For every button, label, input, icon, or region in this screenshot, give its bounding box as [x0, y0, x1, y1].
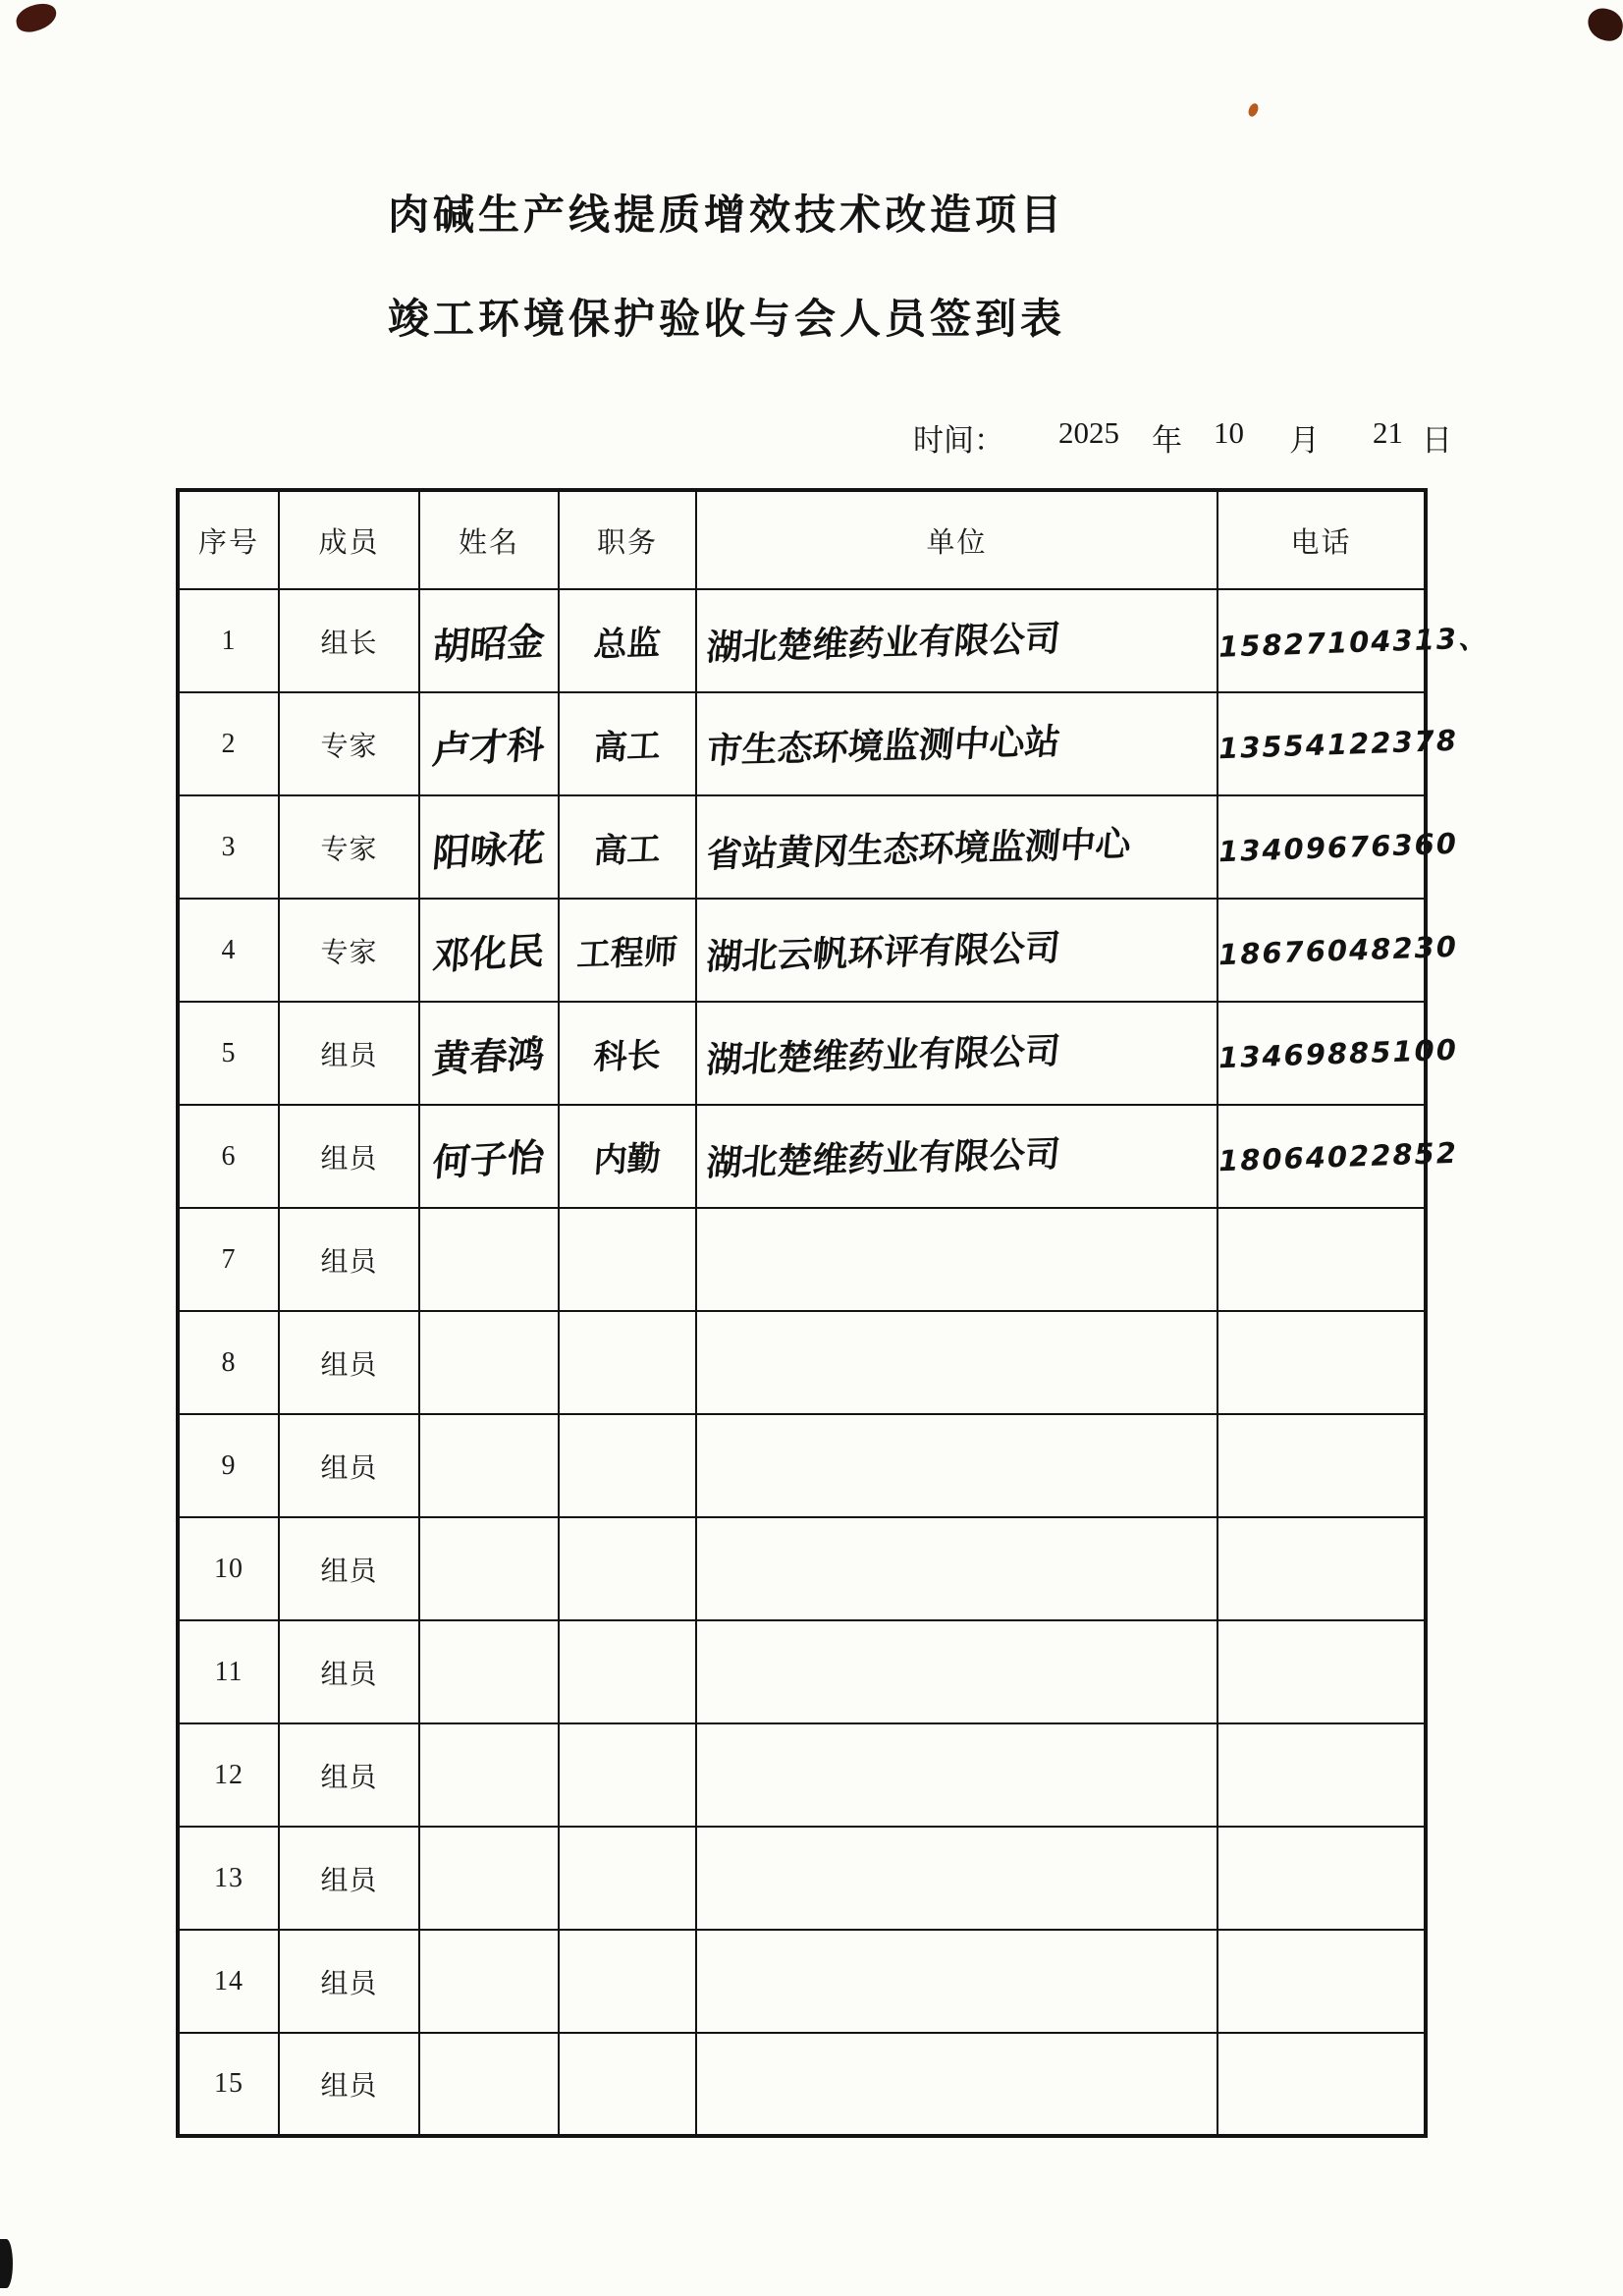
cell-seq-text: 14 [214, 1965, 243, 1996]
cell-phone [1217, 795, 1459, 899]
cell-seq-text: 10 [214, 1553, 243, 1584]
cell-unit [696, 1517, 1217, 1620]
table-row [178, 1723, 1426, 1827]
cell-title-text: 高工 [592, 726, 663, 769]
cell-unit-text: 省站黄冈生态环境监测中心 [704, 824, 1133, 876]
cell-title [559, 589, 696, 692]
cell-seq [178, 1827, 279, 1930]
cell-unit-text: 湖北云帆环评有限公司 [704, 928, 1062, 978]
cell-seq [178, 1002, 279, 1105]
date-month-unit: 月 [1289, 423, 1320, 458]
cell-phone [1217, 1827, 1426, 1930]
cell-name-text: 黄春鸿 [430, 1031, 547, 1082]
cell-phone [1217, 1414, 1426, 1517]
table-row [178, 1311, 1426, 1414]
cell-unit-text: 湖北楚维药业有限公司 [704, 1134, 1062, 1184]
cell-name [419, 1517, 559, 1620]
cell-phone [1217, 1002, 1459, 1105]
cell-name [419, 1414, 559, 1517]
cell-name [419, 899, 559, 1002]
cell-seq [178, 1517, 279, 1620]
header-title: 职务 [559, 490, 696, 589]
cell-role-text: 组员 [320, 1556, 378, 1587]
cell-phone [1217, 1930, 1426, 2033]
cell-seq [178, 1208, 279, 1311]
header-phone: 电话 [1217, 490, 1426, 589]
cell-seq-text: 5 [221, 1037, 237, 1068]
cell-phone [1217, 1208, 1426, 1311]
table-row [178, 2033, 1426, 2136]
table-row [178, 1827, 1426, 1930]
cell-role-text: 组员 [320, 1143, 378, 1175]
cell-title-text: 科长 [592, 1035, 663, 1078]
cell-phone-text: 18676048230 [1217, 929, 1459, 971]
date-year-unit: 年 [1152, 423, 1182, 458]
cell-role [279, 1311, 419, 1414]
cell-seq [178, 1414, 279, 1517]
cell-title [559, 1105, 696, 1208]
cell-name [419, 2033, 559, 2136]
table-row [178, 1414, 1426, 1517]
cell-role [279, 692, 419, 795]
cell-phone [1217, 1723, 1426, 1827]
cell-title [559, 2033, 696, 2136]
cell-name-text: 卢才科 [430, 722, 547, 773]
cell-seq [178, 1723, 279, 1827]
cell-title [559, 1208, 696, 1311]
cell-seq-text: 11 [214, 1656, 243, 1687]
cell-role-text: 专家 [320, 731, 378, 762]
cell-phone [1217, 899, 1459, 1002]
cell-role [279, 1827, 419, 1930]
cell-seq [178, 692, 279, 795]
cell-seq [178, 2033, 279, 2136]
cell-title [559, 899, 696, 1002]
cell-role [279, 2033, 419, 2136]
table-row [178, 795, 1426, 899]
cell-title [559, 692, 696, 795]
cell-unit [696, 1414, 1217, 1517]
date-day-unit: 日 [1422, 423, 1452, 458]
cell-phone-text: 13554122378 [1217, 723, 1459, 765]
cell-seq [178, 1105, 279, 1208]
cell-name-text: 何子怡 [430, 1134, 547, 1185]
cell-seq [178, 1930, 279, 2033]
cell-unit [696, 1723, 1217, 1827]
cell-phone [1217, 589, 1489, 692]
cell-title [559, 1827, 696, 1930]
header-name: 姓名 [419, 490, 559, 589]
cell-name [419, 692, 559, 795]
cell-name [419, 1620, 559, 1723]
table-row [178, 1517, 1426, 1620]
cell-title-text: 内勤 [592, 1138, 663, 1181]
cell-unit [696, 1002, 1217, 1105]
cell-title [559, 1620, 696, 1723]
cell-unit [696, 1930, 1217, 2033]
cell-unit [696, 1827, 1217, 1930]
cell-role-text: 组员 [320, 1762, 378, 1793]
cell-unit [696, 692, 1217, 795]
signin-table [176, 488, 1489, 2138]
cell-unit [696, 1105, 1217, 1208]
document-title-line1: 肉碱生产线提质增效技术改造项目 [387, 191, 1065, 238]
cell-phone [1217, 2033, 1426, 2136]
cell-seq-text: 15 [214, 2068, 243, 2099]
scan-mark-orange-dot [1247, 102, 1261, 118]
table-row [178, 589, 1426, 692]
cell-role-text: 专家 [320, 834, 378, 865]
date-day-value: 21 [1373, 415, 1403, 450]
cell-name [419, 1827, 559, 1930]
cell-seq-text: 4 [221, 934, 237, 965]
cell-phone-text: 15827104313、 [1217, 621, 1489, 664]
cell-seq [178, 1620, 279, 1723]
table-header-row [178, 490, 1426, 589]
cell-name [419, 1311, 559, 1414]
scan-mark-bottom-left [0, 2239, 13, 2288]
cell-role [279, 1930, 419, 2033]
cell-unit [696, 1311, 1217, 1414]
cell-seq-text: 9 [221, 1449, 237, 1481]
cell-role-text: 专家 [320, 937, 378, 968]
cell-unit [696, 589, 1217, 692]
cell-seq-text: 7 [221, 1243, 237, 1275]
cell-title-text: 总监 [592, 623, 663, 666]
date-line [913, 415, 1463, 458]
cell-unit-text: 市生态环境监测中心站 [704, 722, 1062, 772]
cell-title [559, 1930, 696, 2033]
cell-role [279, 899, 419, 1002]
cell-unit-text: 湖北楚维药业有限公司 [704, 1031, 1062, 1081]
table-row [178, 1002, 1426, 1105]
table-row [178, 1620, 1426, 1723]
cell-role-text: 组员 [320, 2071, 378, 2102]
cell-name [419, 1930, 559, 2033]
cell-title [559, 1414, 696, 1517]
cell-name [419, 1105, 559, 1208]
cell-seq [178, 589, 279, 692]
cell-phone [1217, 1311, 1426, 1414]
cell-role [279, 795, 419, 899]
cell-phone-text: 13469885100 [1217, 1032, 1459, 1074]
cell-name [419, 1208, 559, 1311]
cell-title [559, 1311, 696, 1414]
cell-role-text: 组员 [320, 1452, 378, 1484]
cell-phone [1217, 692, 1459, 795]
cell-phone [1217, 1620, 1426, 1723]
cell-name-text: 邓化民 [430, 928, 547, 979]
cell-phone-text: 13409676360 [1217, 826, 1459, 868]
cell-seq-text: 8 [221, 1346, 237, 1378]
cell-title-text: 工程师 [575, 932, 679, 975]
cell-seq-text: 6 [221, 1140, 237, 1172]
date-month-value: 10 [1214, 415, 1244, 450]
cell-seq-text: 12 [214, 1759, 243, 1790]
cell-title [559, 1723, 696, 1827]
cell-role [279, 1723, 419, 1827]
cell-seq [178, 795, 279, 899]
table-row [178, 1208, 1426, 1311]
cell-seq [178, 899, 279, 1002]
cell-role-text: 组员 [320, 1865, 378, 1896]
table-row [178, 692, 1426, 795]
cell-seq-text: 3 [221, 831, 237, 862]
table-row [178, 1105, 1426, 1208]
cell-role-text: 组员 [320, 1349, 378, 1381]
date-label: 时间： [913, 423, 1004, 458]
cell-phone [1217, 1517, 1426, 1620]
cell-unit-text: 湖北楚维药业有限公司 [704, 619, 1062, 669]
table-body [178, 589, 1489, 2136]
document-title-line2: 竣工环境保护验收与会人员签到表 [387, 296, 1065, 342]
cell-role [279, 1105, 419, 1208]
cell-title [559, 1517, 696, 1620]
cell-role [279, 1517, 419, 1620]
cell-title-text: 高工 [592, 829, 663, 872]
title-block [0, 192, 1453, 342]
scan-mark-top-right [1585, 6, 1623, 43]
cell-name [419, 589, 559, 692]
date-year-value: 2025 [1058, 415, 1119, 450]
cell-role-text: 组员 [320, 1040, 378, 1071]
scan-mark-top-left [13, 0, 59, 34]
cell-role [279, 1208, 419, 1311]
cell-title [559, 795, 696, 899]
cell-role [279, 1002, 419, 1105]
cell-seq-text: 1 [221, 625, 237, 656]
cell-name-text: 阳咏花 [430, 825, 547, 876]
cell-seq-text: 13 [214, 1862, 243, 1893]
header-unit: 单位 [696, 490, 1217, 589]
cell-name [419, 1723, 559, 1827]
cell-name [419, 795, 559, 899]
header-seq: 序号 [178, 490, 279, 589]
cell-unit [696, 1620, 1217, 1723]
cell-title [559, 1002, 696, 1105]
cell-role [279, 1620, 419, 1723]
cell-role-text: 组员 [320, 1968, 378, 1999]
cell-unit [696, 795, 1217, 899]
cell-phone [1217, 1105, 1459, 1208]
cell-seq [178, 1311, 279, 1414]
cell-unit [696, 1208, 1217, 1311]
cell-unit [696, 899, 1217, 1002]
cell-role [279, 1414, 419, 1517]
cell-unit [696, 2033, 1217, 2136]
cell-role-text: 组长 [320, 628, 378, 659]
cell-role-text: 组员 [320, 1659, 378, 1690]
cell-role-text: 组员 [320, 1246, 378, 1278]
cell-phone-text: 18064022852 [1217, 1135, 1459, 1177]
cell-role [279, 589, 419, 692]
cell-name-text: 胡昭金 [430, 619, 547, 670]
table-row [178, 1930, 1426, 2033]
cell-seq-text: 2 [221, 728, 237, 759]
header-member: 成员 [279, 490, 419, 589]
table-row [178, 899, 1426, 1002]
cell-name [419, 1002, 559, 1105]
